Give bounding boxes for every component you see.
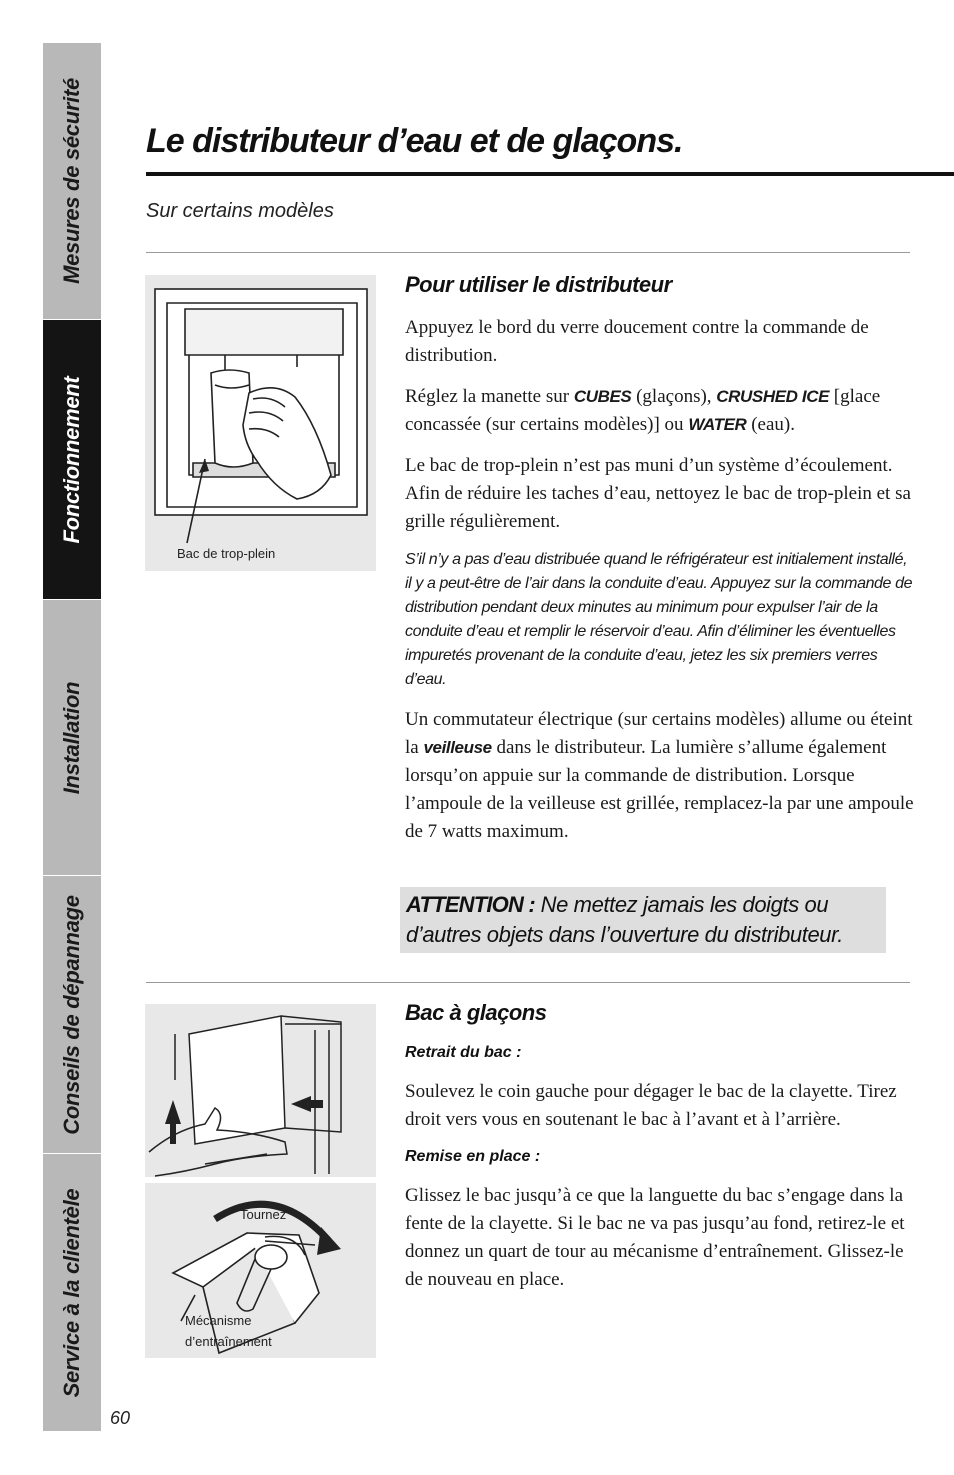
crushed-ice-label: CRUSHED ICE — [716, 387, 830, 406]
tab-service-a-la-clientele[interactable] — [43, 1154, 101, 1432]
page-number: 60 — [110, 1408, 131, 1428]
text-run: (eau). — [746, 414, 795, 435]
tab-conseils-de-depannage[interactable] — [43, 876, 101, 1154]
drive-mechanism-label-1: Mécanisme — [185, 1313, 252, 1328]
drive-mechanism-label-2: d’entraînement — [185, 1334, 272, 1349]
tab-mesures-de-securite[interactable] — [43, 43, 101, 320]
veilleuse-label: veilleuse — [423, 738, 492, 757]
page-title: Le distributeur d’eau et de glaçons. — [146, 122, 683, 160]
tab-fonctionnement[interactable] — [43, 320, 101, 600]
paragraph-replacement: Glissez le bac jusqu’à ce que la languette du bac s’engage dans la fente de la clayette. Si le bac ne va pas jusqu’au fond, retirez-le et donnez un quart de tour au mécanisme d’entraînement. Glissez-le de nouveau en place. — [405, 1185, 905, 1290]
turn-label: Tournez — [240, 1207, 287, 1222]
water-label: WATER — [688, 415, 747, 434]
tab-label: Mesures de sécurité — [59, 78, 84, 284]
tab-label: Fonctionnement — [59, 376, 84, 543]
paragraph-night-light — [405, 706, 915, 846]
warning-text — [400, 887, 886, 950]
tab-label: Service à la clientèle — [59, 1188, 84, 1397]
section-divider — [146, 252, 910, 253]
tab-label: Installation — [59, 681, 84, 794]
section-heading: Pour utiliser le distributeur — [405, 272, 672, 297]
text-run: (glaçons), — [631, 386, 717, 407]
cubes-label: CUBES — [573, 387, 632, 406]
section-tab-bar — [43, 43, 101, 1431]
ice-bin-removal-illustration — [145, 1004, 376, 1177]
tab-label: Conseils de dépannage — [59, 894, 84, 1135]
paragraph-removal: Soulevez le coin gauche pour dégager le bac de la clayette. Tirez droit vers vous en soutenant le bac à l’avant et à l’arrière. — [405, 1081, 897, 1130]
ice-bin-removal-drawing — [145, 1004, 376, 1177]
ice-bin-section — [405, 1000, 915, 1294]
dispenser-drawing — [145, 275, 376, 571]
removal-subheading: Retrait du bac : — [405, 1044, 522, 1061]
section-divider — [146, 982, 910, 983]
dispenser-usage-section — [405, 272, 915, 846]
warning-label: ATTENTION : — [406, 892, 535, 917]
paragraph-press-glass: Appuyez le bord du verre doucement contre la commande de distribution. — [405, 317, 869, 366]
drive-mechanism-illustration — [145, 1183, 376, 1358]
text-run: Un commutateur électrique (sur certains modèles) allume ou éteint la — [405, 709, 913, 758]
replacement-subheading: Remise en place : — [405, 1148, 541, 1165]
warning-box — [400, 887, 886, 953]
tab-installation[interactable] — [43, 600, 101, 876]
warning-message: Ne mettez jamais les doigts ou d’autres objets dans l’ouverture du distributeur. — [406, 892, 843, 947]
overflow-tray-caption: Bac de trop-plein — [177, 546, 276, 561]
title-rule — [146, 172, 954, 176]
text-run: dans le distributeur. La lumière s’allume également lorsqu’on appuie sur la commande de distribution. Lorsque l’ampoule de la veilleuse est grillée, remplacez-la par une ampoule de 7 watts maximum. — [405, 737, 914, 842]
text-run: [glace concassée (sur certains modèles)] ou — [405, 386, 881, 435]
paragraph-overflow-tray: Le bac de trop-plein n’est pas muni d’un système d’écoulement. Afin de réduire les taches d’eau, nettoyez le bac de trop-plein et sa grille régulièrement. — [405, 455, 911, 532]
dispenser-illustration — [145, 275, 376, 571]
section-heading: Bac à glaçons — [405, 1000, 547, 1025]
note-air-in-line: S’il n’y a pas d’eau distribuée quand le réfrigérateur est initialement installé, il y a peut-être de l’air dans la conduite d’eau. Appuyez sur la commande de distribution pendant deux minutes au minimum pour expulser l’air de la conduite d’eau et remplir le réservoir d’eau. Afin d’éliminer les éventuelles impuretés provenant de la conduite d’eau, jetez les six premiers verres d’eau. — [405, 551, 913, 688]
text-run: Réglez la manette sur — [405, 386, 574, 407]
paragraph-select-mode — [405, 383, 915, 439]
page-subtitle: Sur certains modèles — [146, 200, 334, 222]
